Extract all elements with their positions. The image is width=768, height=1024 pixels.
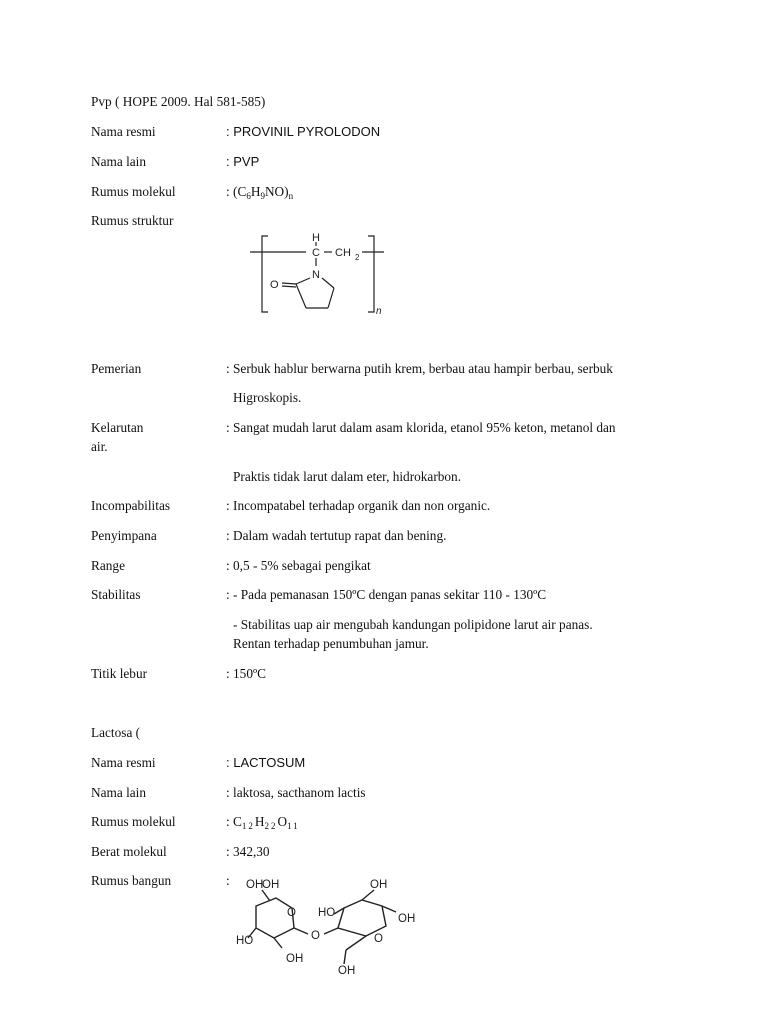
pvp-titik-lebur-value: : 150ºC bbox=[226, 666, 266, 681]
pvp-kelarutan-label: Kelarutan bbox=[91, 420, 144, 435]
pvp-atom-o: O bbox=[270, 279, 279, 291]
pvp-atom-h: H bbox=[312, 232, 320, 244]
lactosa-berat-molekul-value: : 342,30 bbox=[226, 844, 270, 859]
pvp-atom-ch: CH bbox=[335, 247, 351, 259]
pvp-rumus-struktur-label: Rumus struktur bbox=[91, 213, 174, 228]
lactosa-berat-molekul-label: Berat molekul bbox=[91, 844, 167, 859]
lactose-oh-top-right: OH bbox=[370, 879, 388, 891]
lactose-structure-diagram bbox=[234, 876, 424, 976]
lactose-oh-right: OH bbox=[398, 913, 416, 925]
pvp-atom-n: N bbox=[312, 269, 320, 281]
pvp-stabilitas-label: Stabilitas bbox=[91, 587, 141, 602]
lactosa-rumus-molekul-label: Rumus molekul bbox=[91, 814, 176, 829]
pvp-pemerian-value-2: Higroskopis. bbox=[233, 390, 302, 405]
lactose-oh-top-left-2: OH bbox=[262, 879, 280, 891]
pvp-incompabilitas-label: Incompabilitas bbox=[91, 498, 171, 513]
pvp-structure-diagram bbox=[250, 228, 390, 318]
lactose-ring-o-left: O bbox=[287, 907, 296, 919]
pvp-incompabilitas-value: : Incompatabel terhadap organik dan non organic. bbox=[226, 498, 491, 513]
lactose-bridge-o: O bbox=[311, 930, 320, 942]
pvp-repeat-n: n bbox=[376, 306, 382, 317]
pvp-range-value: : 0,5 - 5% sebagai pengikat bbox=[226, 558, 371, 573]
pvp-nama-lain-value: : PVP bbox=[226, 154, 260, 169]
pvp-atom-ch-sub: 2 bbox=[355, 253, 360, 262]
lactosa-rumus-molekul-value: : $C_{12}H_{22}O_{11}$ bbox=[226, 814, 300, 831]
pvp-nama-resmi-value: : PROVINIL PYROLODON bbox=[226, 124, 381, 139]
lactose-oh-bottom-left: OH bbox=[286, 953, 304, 965]
lactosa-heading: Lactosa ( bbox=[91, 725, 141, 740]
pvp-kelarutan-value: : Sangat mudah larut dalam asam klorida, etanol 95% keton, metanol dan bbox=[226, 420, 616, 435]
pvp-pemerian-label: Pemerian bbox=[91, 361, 142, 376]
pvp-stabilitas-value-2: - Stabilitas uap air mengubah kandungan polipidone larut air panas. bbox=[233, 617, 593, 632]
pvp-heading: Pvp ( HOPE 2009. Hal 581-585) bbox=[91, 94, 266, 109]
lactosa-nama-lain-value: : laktosa, sacthanom lactis bbox=[226, 785, 366, 800]
lactosa-rumus-bangun-colon: : bbox=[226, 873, 230, 888]
pvp-kelarutan-label-2: air. bbox=[91, 439, 108, 454]
pvp-penyimpana-label: Penyimpana bbox=[91, 528, 157, 543]
lactose-ring-o-right: O bbox=[374, 933, 383, 945]
pvp-penyimpana-value: : Dalam wadah tertutup rapat dan bening. bbox=[226, 528, 447, 543]
pvp-pemerian-value: : Serbuk hablur berwarna putih krem, berbau atau hampir berbau, serbuk bbox=[226, 361, 613, 376]
lactose-ho-left: HO bbox=[236, 935, 254, 947]
pvp-atom-c: C bbox=[312, 247, 320, 259]
pvp-nama-lain-label: Nama lain bbox=[91, 154, 147, 169]
lactose-oh-bottom: OH bbox=[338, 965, 356, 977]
pvp-rumus-molekul-label: Rumus molekul bbox=[91, 184, 176, 199]
pvp-titik-lebur-label: Titik lebur bbox=[91, 666, 148, 681]
pvp-stabilitas-value: : - Pada pemanasan 150ºC dengan panas sekitar 110 - 130ºC bbox=[226, 587, 547, 602]
lactose-oh-top-left: OH bbox=[246, 879, 264, 891]
pvp-stabilitas-value-3: Rentan terhadap penumbuhan jamur. bbox=[233, 636, 429, 651]
lactosa-nama-resmi-label: Nama resmi bbox=[91, 755, 156, 770]
pvp-nama-resmi-label: Nama resmi bbox=[91, 124, 156, 139]
pvp-rumus-molekul-value: : $(C_6H_9NO)_n$ bbox=[226, 184, 294, 201]
lactose-ho-right: HO bbox=[318, 907, 336, 919]
lactosa-nama-lain-label: Nama lain bbox=[91, 785, 147, 800]
pvp-kelarutan-value-2: Praktis tidak larut dalam eter, hidrokarbon. bbox=[233, 469, 462, 484]
lactosa-rumus-bangun-label: Rumus bangun bbox=[91, 873, 172, 888]
pvp-range-label: Range bbox=[91, 558, 125, 573]
lactosa-nama-resmi-value: : LACTOSUM bbox=[226, 755, 306, 770]
